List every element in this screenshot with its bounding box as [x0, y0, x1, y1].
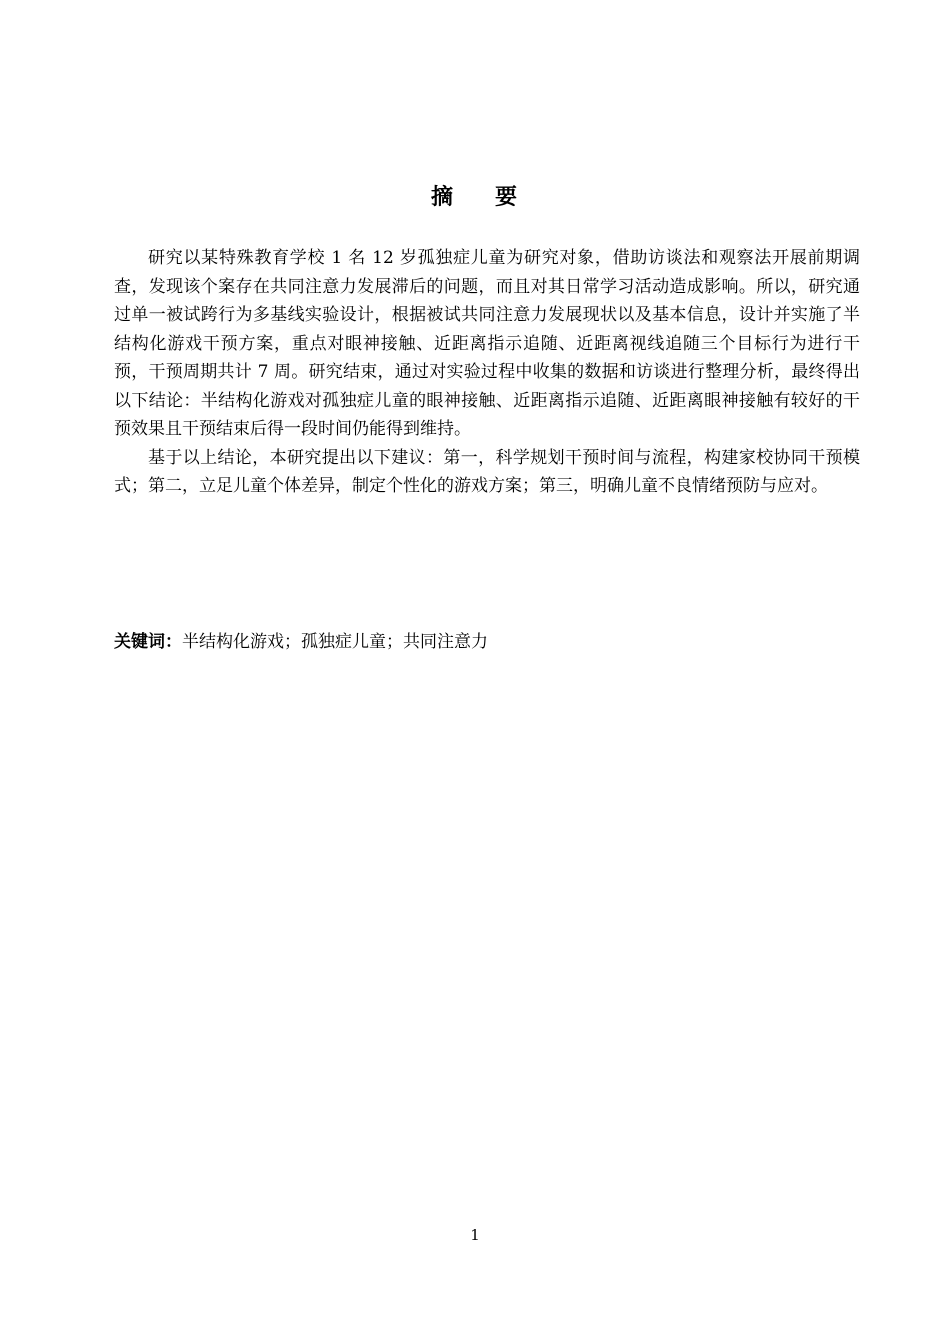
page-number: 1 [470, 1226, 480, 1244]
abstract-paragraph-2: 基于以上结论，本研究提出以下建议：第一，科学规划干预时间与流程，构建家校协同干预模式；第二，立足儿童个体差异，制定个性化的游戏方案；第三，明确儿童不良情绪预防与应对。 [114, 447, 860, 496]
abstract-title [0, 180, 950, 211]
keywords-line [114, 628, 860, 656]
keywords-label: 关键词： [114, 632, 182, 652]
abstract-title-part1: 摘 [430, 185, 455, 210]
abstract-title-part2: 要 [495, 185, 520, 210]
abstract-body [114, 244, 860, 501]
keywords-text: 半结构化游戏；孤独症儿童；共同注意力 [182, 632, 488, 652]
abstract-paragraph-1: 研究以某特殊教育学校 1 名 12 岁孤独症儿童为研究对象，借助访谈法和观察法开展前期调查，发现该个案存在共同注意力发展滞后的问题，而且对其日常学习活动造成影响。所以，研究通过单一被试跨行为多基线实验设计，根据被试共同注意力发展现状以及基本信息，设计并实施了半结构化游戏干预方案，重点对眼神接触、近距离指示追随、近距离视线追随三个目标行为进行干预，干预周期共计 7 周。研究结束，通过对实验过程中收集的数据和访谈进行整理分析，最终得出以下结论：半结构化游戏对孤独症儿童的眼神接触、近距离指示追随、近距离眼神接触有较好的干预效果且干预结束后得一段时间仍能得到维持。 [114, 248, 860, 439]
